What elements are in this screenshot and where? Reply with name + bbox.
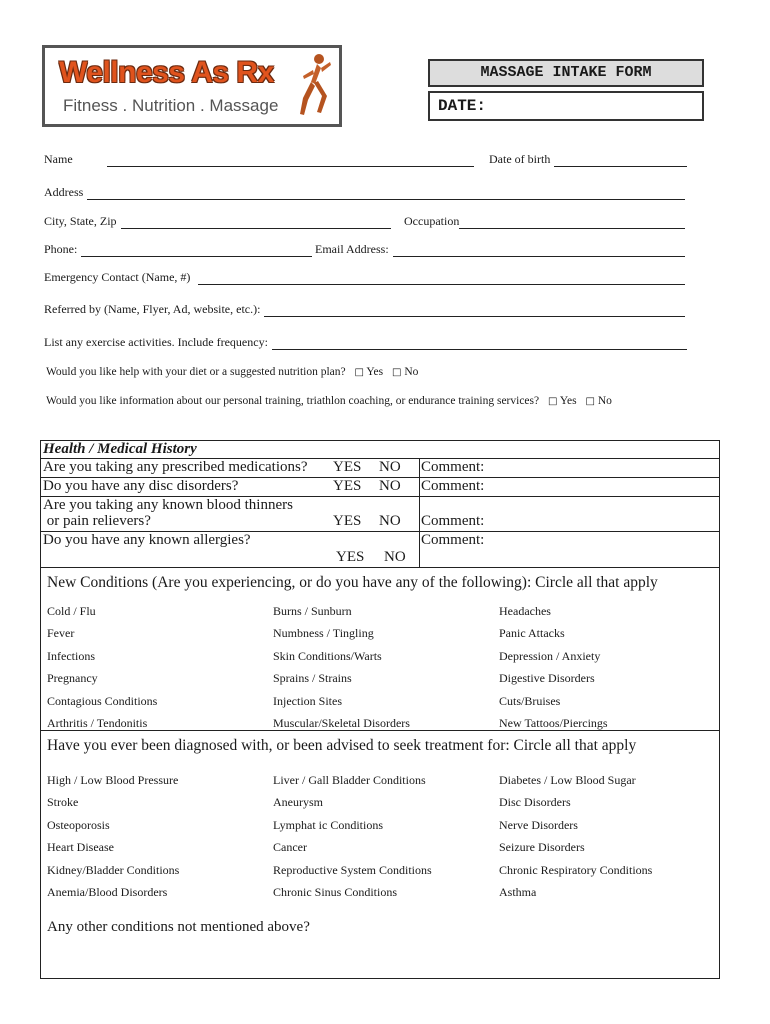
referred-by-label: Referred by (Name, Flyer, Ad, website, etc.):	[44, 302, 261, 316]
blood-thinners-yes[interactable]: YES	[333, 513, 362, 529]
emergency-contact-label: Emergency Contact (Name, #)	[44, 270, 191, 284]
training-question-text: Would you like information about our personal training, triathlon coaching, or endurance training services?	[46, 395, 540, 407]
city-label: City, State, Zip	[44, 214, 117, 228]
new-condition-option[interactable]: Cold / Flu	[47, 604, 96, 618]
occupation-label: Occupation	[404, 214, 460, 228]
new-condition-option[interactable]: Muscular/Skeletal Disorders	[273, 716, 410, 730]
medications-no[interactable]: NO	[379, 459, 401, 475]
health-history-section	[40, 440, 720, 979]
history-row-medications	[41, 459, 719, 478]
history-title: Health / Medical History	[43, 441, 197, 457]
other-conditions-prompt: Any other conditions not mentioned above?	[47, 919, 310, 935]
new-condition-option[interactable]: Arthritis / Tendonitis	[47, 716, 148, 730]
diagnosed-condition-option[interactable]: Seizure Disorders	[499, 840, 585, 855]
new-condition-option[interactable]: Contagious Conditions	[47, 693, 158, 708]
dob-line[interactable]	[554, 154, 687, 167]
new-condition-option[interactable]: Fever	[47, 626, 75, 641]
dob-label: Date of birth	[489, 152, 551, 166]
diagnosed-title: Have you ever been diagnosed with, or been advised to seek treatment for: Circle all that apply	[47, 737, 637, 754]
diagnosed-condition-option[interactable]: Cancer	[273, 840, 307, 855]
diagnosed-condition-option[interactable]: Chronic Respiratory Conditions	[499, 862, 653, 877]
email-label: Email Address:	[315, 242, 389, 256]
name-line[interactable]	[107, 154, 474, 167]
referred-by-line[interactable]	[264, 304, 685, 317]
training-yes-checkbox[interactable]: □	[547, 396, 558, 407]
diagnosed-condition-option[interactable]: Aneurysm	[273, 795, 323, 810]
diagnosed-condition-option[interactable]: Kidney/Bladder Conditions	[47, 862, 180, 877]
disc-comment[interactable]: Comment:	[421, 478, 485, 494]
date-field[interactable]: DATE:	[428, 91, 704, 121]
referred-by-field[interactable]	[44, 302, 685, 317]
new-condition-option[interactable]: Depression / Anxiety	[499, 648, 601, 663]
emergency-contact-line[interactable]	[198, 272, 685, 285]
blood-thinners-question-line1: Are you taking any known blood thinners	[43, 497, 293, 513]
diagnosed-condition-option[interactable]: Heart Disease	[47, 840, 114, 855]
new-condition-option[interactable]: Digestive Disorders	[499, 671, 595, 686]
new-condition-option[interactable]: Numbness / Tingling	[273, 626, 374, 641]
diet-yes-checkbox[interactable]: □	[354, 367, 364, 378]
diet-no-checkbox[interactable]: □	[392, 367, 402, 378]
diagnosed-condition-option[interactable]: Liver / Gall Bladder Conditions	[273, 773, 426, 787]
allergies-yes[interactable]: YES	[336, 549, 365, 565]
history-title-row	[41, 441, 719, 459]
name-field[interactable]	[44, 152, 474, 167]
allergies-question: Do you have any known allergies?	[43, 532, 251, 548]
new-condition-option[interactable]: Injection Sites	[273, 693, 342, 708]
training-no-label: No	[597, 395, 612, 407]
medications-yes[interactable]: YES	[333, 459, 362, 475]
new-conditions-title: New Conditions (Are you experiencing, or do you have any of the following): Circle all that apply	[47, 574, 658, 591]
address-field[interactable]	[44, 185, 685, 200]
diet-yes-label: Yes	[366, 366, 384, 378]
address-line[interactable]	[87, 187, 685, 200]
occupation-line[interactable]	[459, 216, 685, 229]
allergies-comment[interactable]: Comment:	[421, 532, 485, 548]
new-condition-option[interactable]: Headaches	[499, 604, 551, 618]
new-condition-option[interactable]: Cuts/Bruises	[499, 693, 561, 708]
blood-thinners-no[interactable]: NO	[379, 513, 401, 529]
diagnosed-condition-option[interactable]: Anemia/Blood Disorders	[47, 885, 168, 899]
training-question	[46, 395, 612, 407]
phone-field[interactable]	[44, 242, 312, 257]
logo-title: Wellness As Rx	[59, 56, 274, 89]
exercise-label: List any exercise activities. Include frequency:	[44, 335, 268, 349]
diagnosed-section	[41, 731, 719, 980]
blood-thinners-question-line2: or pain relievers?	[43, 513, 151, 529]
city-line[interactable]	[121, 216, 391, 229]
email-line[interactable]	[393, 244, 685, 257]
occupation-field[interactable]	[404, 214, 685, 229]
disc-question: Do you have any disc disorders?	[43, 478, 239, 494]
new-condition-option[interactable]: Burns / Sunburn	[273, 604, 352, 618]
diagnosed-condition-option[interactable]: Stroke	[47, 795, 79, 810]
city-field[interactable]	[44, 214, 391, 229]
disc-no[interactable]: NO	[379, 478, 401, 494]
new-condition-option[interactable]: Sprains / Strains	[273, 671, 352, 686]
history-row-blood-thinners	[41, 497, 719, 532]
new-condition-option[interactable]: Pregnancy	[47, 671, 98, 686]
diagnosed-condition-option[interactable]: Disc Disorders	[499, 795, 571, 810]
new-condition-option[interactable]: Skin Conditions/Warts	[273, 648, 382, 663]
history-row-allergies	[41, 532, 719, 568]
new-condition-option[interactable]: New Tattoos/Piercings	[499, 716, 608, 730]
blood-thinners-comment[interactable]: Comment:	[421, 513, 485, 529]
allergies-no[interactable]: NO	[384, 549, 406, 565]
diagnosed-condition-option[interactable]: Reproductive System Conditions	[273, 862, 432, 877]
diet-question	[46, 366, 418, 378]
diagnosed-condition-option[interactable]: Diabetes / Low Blood Sugar	[499, 773, 636, 787]
diet-question-text: Would you like help with your diet or a suggested nutrition plan?	[46, 366, 346, 378]
diagnosed-condition-option[interactable]: High / Low Blood Pressure	[47, 773, 179, 787]
diagnosed-condition-option[interactable]: Lymphat ic Conditions	[273, 817, 383, 832]
phone-label: Phone:	[44, 242, 78, 256]
new-conditions-section	[41, 568, 719, 731]
runner-figure-icon	[297, 52, 333, 122]
phone-line[interactable]	[81, 244, 312, 257]
address-label: Address	[44, 185, 84, 199]
exercise-line[interactable]	[272, 337, 687, 350]
email-field[interactable]	[315, 242, 685, 257]
comment-column-divider	[419, 459, 420, 568]
dob-field[interactable]	[489, 152, 687, 167]
diagnosed-condition-option[interactable]: Nerve Disorders	[499, 817, 578, 832]
diagnosed-condition-option[interactable]: Chronic Sinus Conditions	[273, 885, 398, 899]
diet-no-label: No	[404, 366, 419, 378]
medications-comment[interactable]: Comment:	[421, 459, 485, 475]
training-no-checkbox[interactable]: □	[585, 396, 595, 407]
medications-question: Are you taking any prescribed medications?	[43, 459, 308, 475]
diagnosed-condition-option[interactable]: Osteoporosis	[47, 817, 110, 832]
logo-subtitle: Fitness . Nutrition . Massage	[63, 96, 279, 115]
exercise-field[interactable]	[44, 335, 687, 350]
name-label: Name	[44, 152, 73, 166]
new-condition-option[interactable]: Panic Attacks	[499, 626, 565, 641]
diagnosed-condition-option[interactable]: Asthma	[499, 885, 537, 899]
form-title: MASSAGE INTAKE FORM	[428, 59, 704, 87]
emergency-contact-field[interactable]	[44, 270, 685, 285]
new-condition-option[interactable]: Infections	[47, 648, 95, 663]
training-yes-label: Yes	[559, 395, 577, 407]
disc-yes[interactable]: YES	[333, 478, 362, 494]
logo	[42, 45, 342, 127]
history-row-disc	[41, 478, 719, 497]
